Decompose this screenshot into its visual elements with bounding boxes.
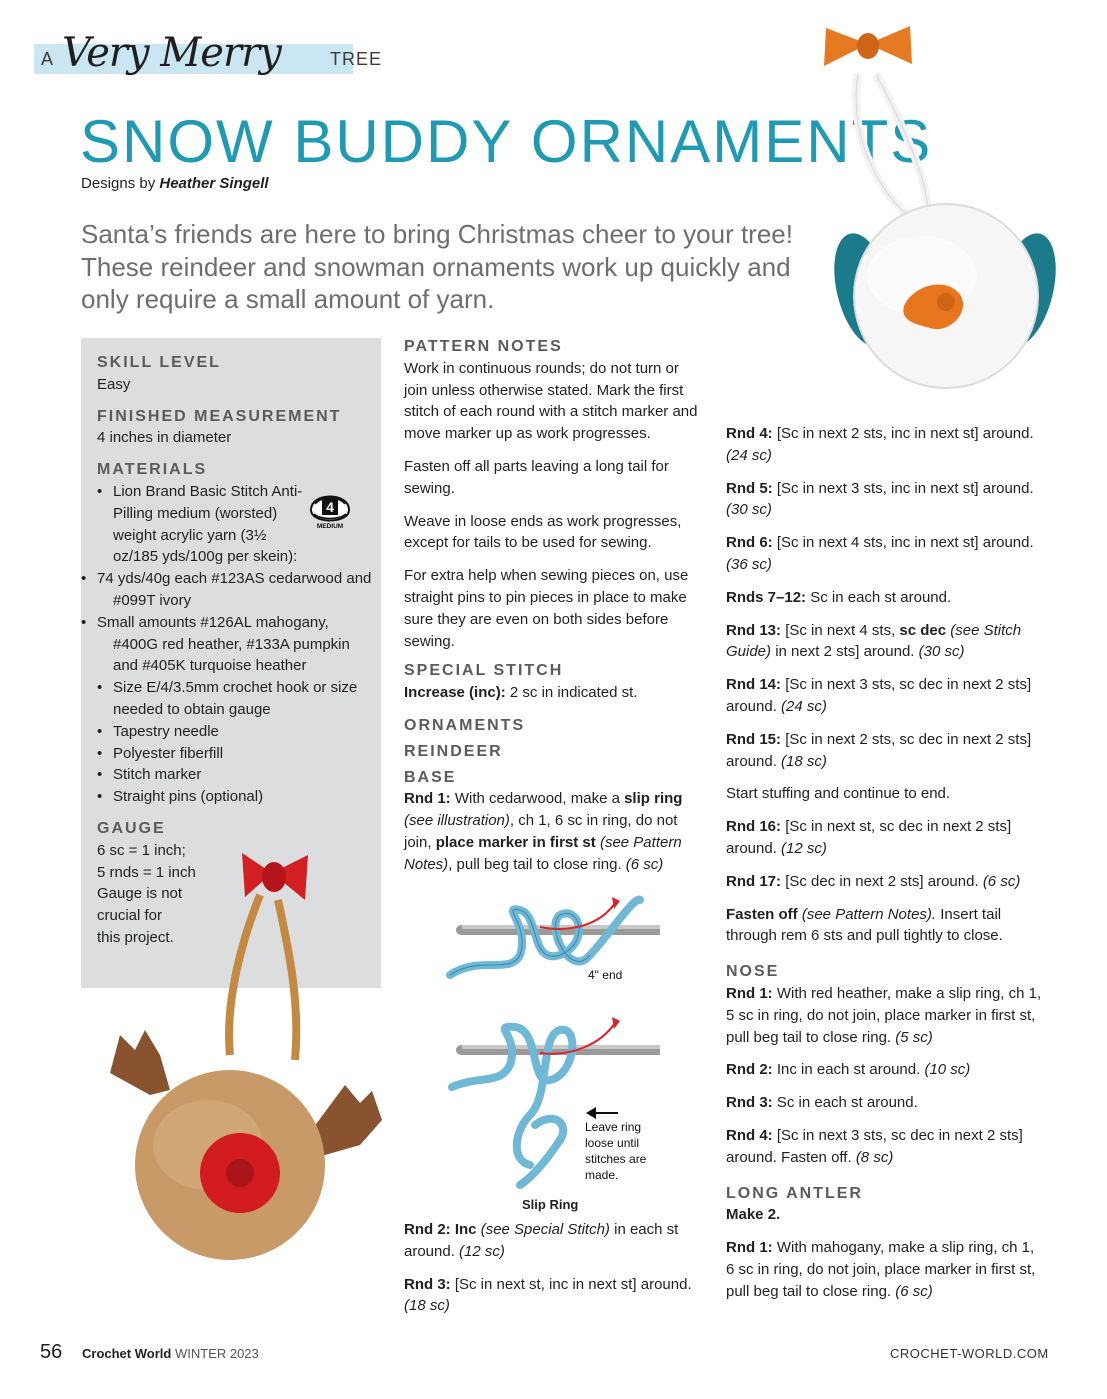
- page-title: SNOW BUDDY ORNAMENTS: [80, 108, 933, 175]
- list-item: • 74 yds/40g each #123AS cedarwood and #099T ivory: [97, 568, 377, 612]
- svg-text:4: 4: [326, 499, 334, 515]
- round: Rnd 16: [Sc in next st, sc dec in next 2 sts] around. (12 sc): [726, 818, 1012, 857]
- yarn-weight-icon: [307, 484, 353, 530]
- series-tag: [34, 30, 383, 76]
- round: Rnd 14: [Sc in next 3 sts, sc dec in next 2 sts] around. (24 sc): [726, 676, 1032, 715]
- byline-label: Designs by: [81, 175, 156, 192]
- gauge-line: crucial for: [97, 907, 163, 925]
- pattern-column-middle: [404, 336, 704, 887]
- svg-text:Leave ring: Leave ring: [585, 1120, 642, 1134]
- magazine-name: Crochet World: [82, 1346, 172, 1361]
- note-paragraph: Weave in loose ends as work progresses, except for tails to be used for sewing.: [404, 512, 682, 552]
- round: Rnd 6: [Sc in next 4 sts, inc in next st] around. (36 sc): [726, 534, 1034, 573]
- slip-ring-diagram: [440, 885, 680, 1215]
- designer-name: Heather Singell: [159, 175, 269, 192]
- measurement-heading: FINISHED MEASUREMENT: [97, 407, 342, 425]
- gauge-line: 5 rnds = 1 inch: [97, 863, 196, 881]
- issue-name: WINTER 2023: [174, 1346, 259, 1361]
- note-paragraph: Work in continuous rounds; do not turn or join unless otherwise stated. Mark the first stitch of each round with a stitch marker and move marker up as work progresses.: [404, 359, 698, 443]
- intro-text: Santa’s friends are here to bring Christmas cheer to your tree! These reindeer and snowman ornaments work up quickly and only require a small amount of yarn.: [81, 219, 793, 314]
- byline: [81, 175, 269, 192]
- round: Rnd 15: [Sc in next 2 sts, sc dec in next 2 sts] around. (18 sc): [726, 730, 1032, 770]
- note-paragraph: For extra help when sewing pieces on, use straight pins to pin pieces in place to make sure they are even on both sides before sewing.: [404, 567, 689, 650]
- gauge-line: Gauge is not: [97, 885, 183, 903]
- reindeer-ornament-photo: [90, 845, 390, 1265]
- round: Rnd 3: Sc in each st around.: [726, 1094, 918, 1112]
- list-item: • Size E/4/3.5mm crochet hook or size needed to obtain gauge: [97, 677, 377, 721]
- round: Rnd 1: With mahogany, make a slip ring, ch 1, 6 sc in ring, do not join, place marker in first st, pull beg tail to close ring. (6 sc): [726, 1239, 1036, 1300]
- base-heading: BASE: [404, 768, 457, 786]
- svg-text:loose until: loose until: [585, 1136, 640, 1150]
- series-script: Very Merry: [62, 30, 281, 76]
- round: Rnd 2: Inc in each st around. (10 sc): [726, 1061, 971, 1079]
- round: Rnd 4: [Sc in next 2 sts, inc in next st] around. (24 sc): [726, 425, 1034, 464]
- base-round-2: Rnd 2: Inc (see Special Stitch) in each st around. (12 sc): [404, 1221, 679, 1260]
- series-suffix: TREE: [330, 49, 383, 69]
- svg-text:made.: made.: [585, 1168, 619, 1182]
- base-round-3: Rnd 3: [Sc in next st, inc in next st] around. (18 sc): [404, 1275, 692, 1315]
- note-paragraph: Fasten off all parts leaving a long tail for sewing.: [404, 457, 669, 497]
- list-item: • Lion Brand Basic Stitch Anti-Pilling medium (worsted) weight acrylic yarn (3½ oz/185 yds/100g per skein):: [97, 481, 377, 568]
- skill-heading: SKILL LEVEL: [97, 354, 221, 371]
- gauge-line: 6 sc = 1 inch;: [97, 841, 186, 859]
- materials-list: [97, 481, 377, 808]
- list-item: • Polyester fiberfill: [97, 743, 377, 765]
- svg-text:stitches are: stitches are: [585, 1152, 647, 1166]
- gauge-heading: GAUGE: [97, 819, 166, 837]
- website-link[interactable]: CROCHET-WORLD.COM: [890, 1346, 1049, 1361]
- round: Rnd 1: With red heather, make a slip ring, ch 1, 5 sc in ring, do not join, place marker in first st, pull beg tail to close ring. (5 sc): [726, 984, 1042, 1046]
- svg-text:MEDIUM: MEDIUM: [316, 523, 344, 530]
- list-item: • Tapestry needle: [97, 721, 377, 743]
- nose-heading: NOSE: [726, 963, 780, 981]
- list-item: • Stitch marker: [97, 764, 377, 786]
- list-item: • Straight pins (optional): [97, 786, 377, 808]
- reindeer-heading: REINDEER: [404, 742, 503, 760]
- gauge-line: this project.: [97, 928, 174, 946]
- orange-bow: [824, 26, 912, 66]
- antler-make: Make 2.: [726, 1206, 781, 1224]
- measurement-value: 4 inches in diameter: [97, 429, 232, 447]
- base-round-1: Rnd 1: With cedarwood, make a slip ring (see illustration), ch 1, 6 sc in ring, do not join, place marker in first st (see Pattern Notes), pull beg tail to close ring. (6 sc): [404, 790, 683, 873]
- list-item: • Small amounts #126AL mahogany, #400G red heather, #133A pumpkin and #405K turquoise heather: [97, 612, 377, 677]
- pattern-column-middle-lower: [404, 1219, 714, 1328]
- round-13: Rnd 13: [Sc in next 4 sts, sc dec (see Stitch Guide) in next 2 sts] around. (30 sc): [726, 621, 1022, 661]
- ornaments-heading: ORNAMENTS: [404, 716, 526, 734]
- red-bow: [242, 853, 308, 900]
- magazine-info: [82, 1346, 259, 1361]
- svg-text:4" end: 4" end: [588, 968, 623, 982]
- special-stitch-text: Increase (inc): 2 sc in indicated st.: [404, 684, 638, 702]
- stuffing-note: Start stuffing and continue to end.: [726, 785, 951, 803]
- snowman-ornament-photo: [818, 14, 1078, 394]
- fasten-off: Fasten off (see Pattern Notes). Insert tail through rem 6 sts and pull tightly to close.: [726, 905, 1003, 945]
- skill-value: Easy: [97, 375, 131, 393]
- special-stitch-heading: SPECIAL STITCH: [404, 662, 564, 680]
- series-prefix: A: [41, 49, 55, 69]
- round: Rnd 4: [Sc in next 3 sts, sc dec in next 2 sts] around. Fasten off. (8 sc): [726, 1126, 1023, 1166]
- round: Rnd 17: [Sc dec in next 2 sts] around. (6 sc): [726, 872, 1021, 890]
- diagram-caption: Slip Ring: [522, 1197, 579, 1212]
- materials-heading: MATERIALS: [97, 461, 208, 479]
- pattern-column-right: [726, 423, 1046, 1314]
- page-number: 56: [40, 1341, 63, 1363]
- round: Rnds 7–12: Sc in each st around.: [726, 588, 952, 606]
- antler-heading: LONG ANTLER: [726, 1184, 863, 1202]
- pattern-notes-heading: PATTERN NOTES: [404, 338, 563, 355]
- round: Rnd 5: [Sc in next 3 sts, inc in next st] around. (30 sc): [726, 479, 1034, 519]
